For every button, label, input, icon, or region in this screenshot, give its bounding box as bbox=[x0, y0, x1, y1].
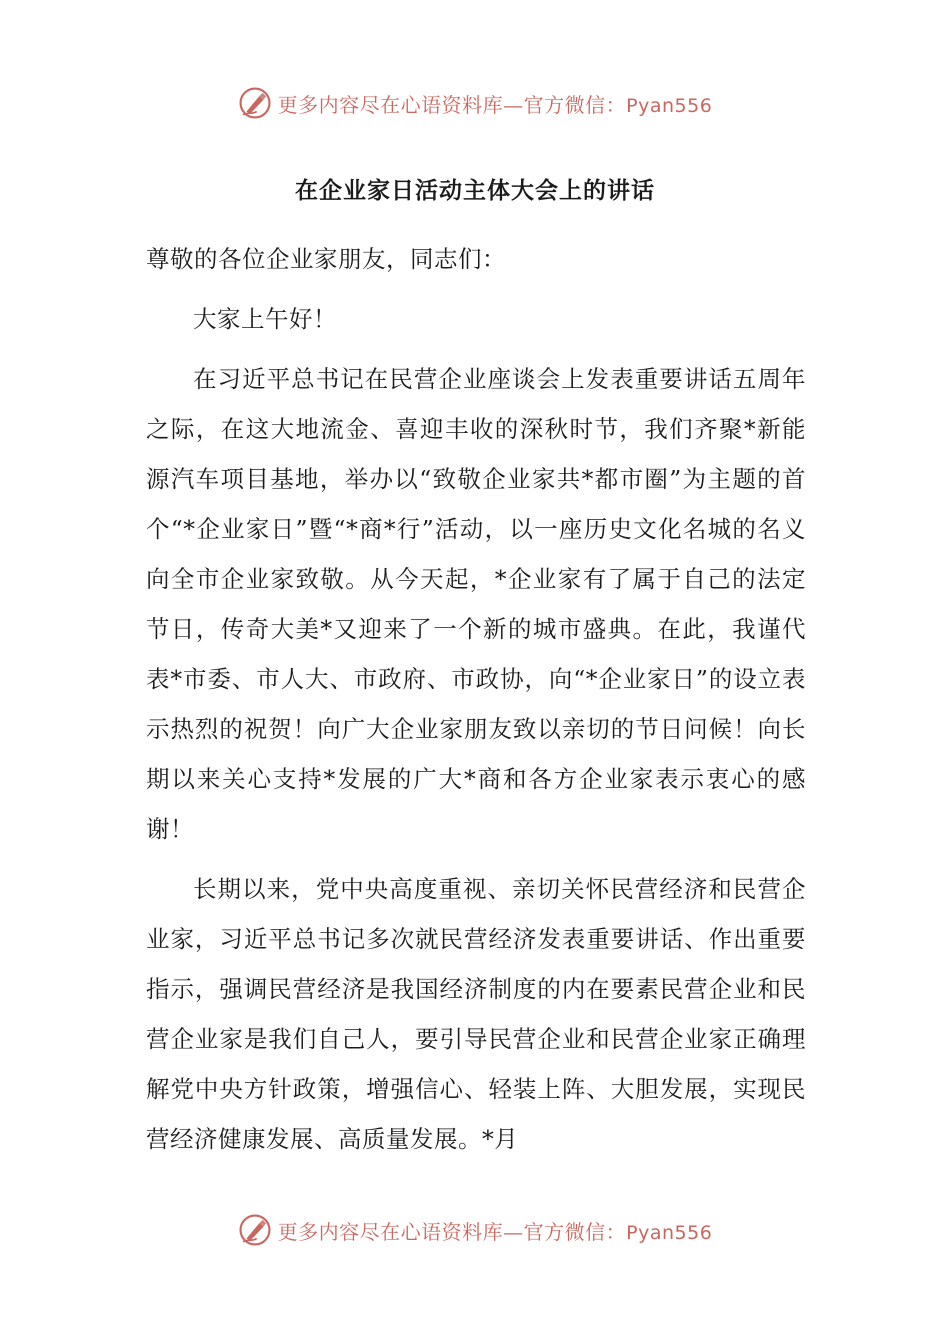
banner-dash: — bbox=[503, 1219, 524, 1244]
pen-nib-icon bbox=[238, 86, 272, 120]
paragraph-1: 在习近平总书记在民营企业座谈会上发表重要讲话五周年之际，在这大地流金、喜迎丰收的深秋时节，我们齐聚*新能源汽车项目基地，举办以“致敬企业家共*都市圈”为主题的首个“*企业家日”暨“*商*行”活动，以一座历史文化名城的名义向全市企业家致敬。从今天起，*企业家有了属于自己的法定节日，传奇大美*又迎来了一个新的城市盛典。在此，我谨代表*市委、市人大、市政府、市政协，向“*企业家日”的设立表示热烈的祝贺！向广大企业家朋友致以亲切的节日问候！向长期以来关心支持*发展的广大*商和各方企业家表示衷心的感谢！ bbox=[146, 365, 806, 843]
greeting: 大家上午好！ bbox=[193, 305, 337, 333]
banner-text bbox=[278, 89, 713, 118]
banner-wechat-id: Pyan556 bbox=[626, 1221, 713, 1244]
banner-wechat-id: Pyan556 bbox=[626, 94, 713, 117]
banner-wechat-label: 官方微信： bbox=[523, 92, 627, 117]
header-banner bbox=[0, 79, 950, 127]
document-title: 在企业家日活动主体大会上的讲话 bbox=[295, 178, 655, 204]
footer-banner bbox=[0, 1206, 950, 1254]
salutation: 尊敬的各位企业家朋友，同志们： bbox=[146, 245, 506, 273]
banner-dash: — bbox=[503, 92, 524, 117]
banner-site-text: 更多内容尽在心语资料库 bbox=[277, 92, 504, 117]
pen-nib-icon bbox=[238, 1213, 272, 1247]
banner-wechat-label: 官方微信： bbox=[523, 1219, 627, 1244]
document-body bbox=[146, 234, 806, 1164]
paragraph-2: 长期以来，党中央高度重视、亲切关怀民营经济和民营企业家，习近平总书记多次就民营经济发表重要讲话、作出重要指示，强调民营经济是我国经济制度的内在要素民营企业和民营企业家是我们自己人，要引导民营企业和民营企业家正确理解党中央方针政策，增强信心、轻装上阵、大胆发展，实现民营经济健康发展、高质量发展。*月 bbox=[146, 875, 806, 1153]
banner-site-text: 更多内容尽在心语资料库 bbox=[277, 1219, 504, 1244]
banner-text bbox=[278, 1216, 713, 1245]
